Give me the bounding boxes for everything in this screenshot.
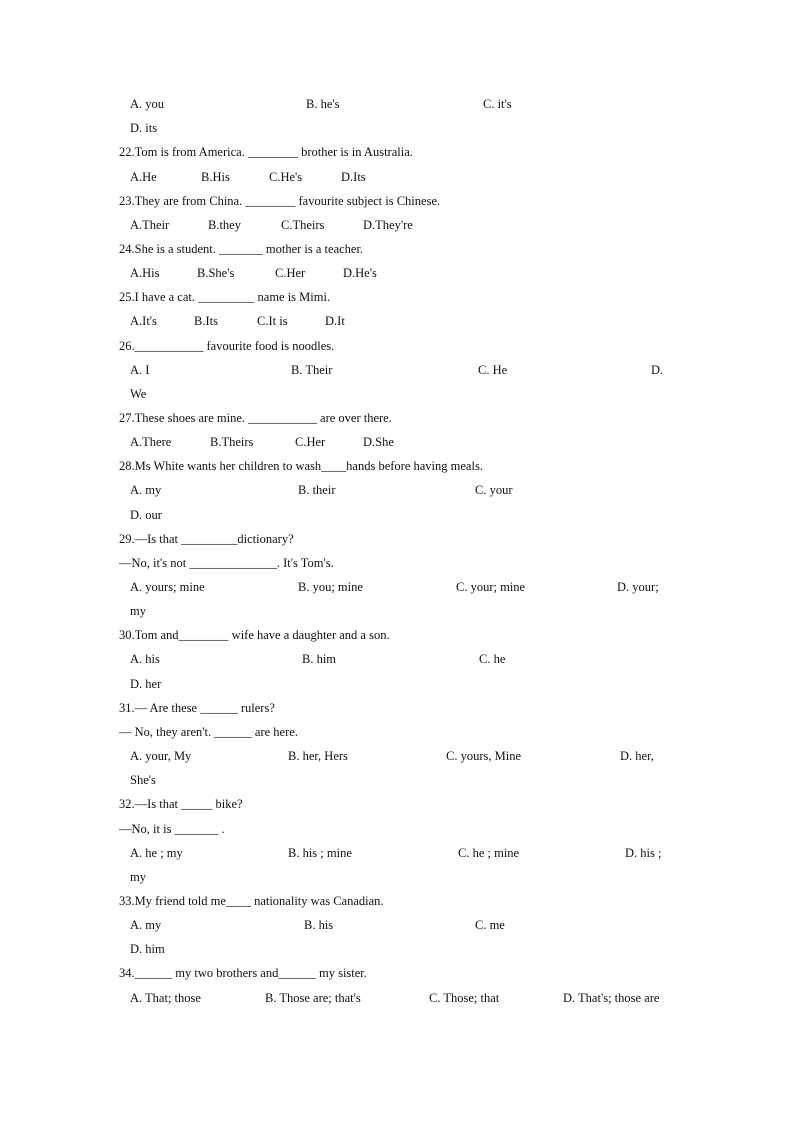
q27-option-a: A.There [130,435,172,449]
question-number: 30. [119,628,135,642]
q25-option-d: D.It [325,314,345,328]
stem-text: dictionary? [237,532,294,546]
q21-option-d: D. its [130,121,158,135]
stem-text: . [218,822,225,836]
q27-stem [119,410,392,426]
question-number: 28. [119,459,135,473]
q34-option-d: D. That's; those are [563,991,660,1005]
q33-option-d: D. him [130,942,165,956]
stem-text: my sister. [315,966,367,980]
q33-option-c: C. me [475,918,505,932]
q29-option-c: C. your; mine [456,580,526,594]
q30-stem [119,627,390,643]
q28-option-a: A. my [130,483,162,497]
question-number: 24. [119,242,135,256]
q21-option-b: B. he's [306,97,340,111]
q31-stem [119,700,275,716]
q23-option-d: D.They're [363,218,413,232]
stem-text: My friend told me [134,894,226,908]
stem-text: bike? [212,797,243,811]
stem-text: Ms White wants her children to wash [134,459,322,473]
answer-blank: ______ [200,701,238,715]
q28-option-c: C. your [475,483,513,497]
stem-text: . It's Tom's. [276,556,334,570]
q29-option-d: D. your; [617,580,659,594]
answer-blank: _______ [174,822,219,836]
stem-text: favourite subject is Chinese. [295,194,441,208]
stem-text: favourite food is noodles. [203,339,335,353]
q22-option-a: A.He [130,170,157,184]
answer-blank: ________ [247,145,298,159]
q26-option-b: B. Their [291,363,333,377]
q23-option-c: C.Theirs [281,218,325,232]
q27-option-c: C.Her [295,435,326,449]
q24-option-d: D.He's [343,266,377,280]
q22-stem [119,144,413,160]
question-number: 23. [119,194,135,208]
answer-blank: ________ [178,628,229,642]
stem-text: They are from China. [134,194,243,208]
q32-option-a: A. he ; my [130,846,183,860]
question-number: 27. [119,411,135,425]
q32-stem [119,796,243,812]
q30-option-c: C. he [479,652,506,666]
answer-blank: ___________ [134,339,204,353]
q27-option-b: B.Theirs [210,435,254,449]
question-number: 25. [119,290,135,304]
q28-option-d: D. our [130,508,162,522]
question-number: 31. [119,701,135,715]
stem-text: name is Mimi. [254,290,331,304]
stem-text: are over there. [316,411,392,425]
q31-option-a: A. your, My [130,749,192,763]
q32-stem-line2 [119,821,225,837]
answer-blank: ____ [225,894,251,908]
stem-text: These shoes are mine. [134,411,246,425]
q24-option-a: A.His [130,266,160,280]
q26-option-d: D. [651,363,664,377]
q27-option-d: D.She [363,435,394,449]
q32-option-d-wrap: my [130,870,146,884]
q22-option-c: C.He's [269,170,303,184]
q34-option-a: A. That; those [130,991,201,1005]
q29-option-a: A. yours; mine [130,580,205,594]
question-number: 33. [119,894,135,908]
q23-stem [119,193,440,209]
q29-stem-line2 [119,555,334,571]
q26-option-d-text: We [130,387,147,401]
q32-option-c: C. he ; mine [458,846,520,860]
stem-text: She is a student. [134,242,216,256]
answer-blank: _________ [181,532,238,546]
q24-option-b: B.She's [197,266,235,280]
stem-text: rulers? [237,701,275,715]
answer-blank: ___________ [248,411,317,425]
q23-option-a: A.Their [130,218,170,232]
q31-stem-line2 [119,724,298,740]
stem-text: wife have a daughter and a son. [228,628,390,642]
q29-stem [119,531,294,547]
q25-option-c: C.It is [257,314,288,328]
q31-option-d-wrap: She's [130,773,156,787]
answer-blank: ______ [134,966,173,980]
stem-text: brother is in Australia. [297,145,413,159]
q25-option-b: B.Its [194,314,218,328]
answer-blank: ________ [245,194,296,208]
q26-option-c: C. He [478,363,508,377]
q28-stem [119,458,483,474]
answer-blank: _____ [181,797,213,811]
answer-blank: ______________ [189,556,277,570]
stem-text: — No, they aren't. [119,725,212,739]
stem-text: —Is that [134,532,179,546]
q30-option-a: A. his [130,652,160,666]
q30-option-b: B. him [302,652,337,666]
q24-stem [119,241,363,257]
q29-option-b: B. you; mine [298,580,363,594]
q32-option-d: D. his ; [625,846,662,860]
q23-option-b: B.they [208,218,241,232]
q29-option-d-wrap: my [130,604,146,618]
stem-text: —Is that [134,797,179,811]
stem-text: I have a cat. [134,290,196,304]
answer-blank: _________ [198,290,255,304]
q26-option-a: A. I [130,363,150,377]
answer-blank: ______ [214,725,252,739]
q34-option-b: B. Those are; that's [265,991,361,1005]
question-number: 26. [119,339,135,353]
q22-option-d: D.Its [341,170,366,184]
q33-option-a: A. my [130,918,162,932]
stem-text: hands before having meals. [346,459,483,473]
q30-option-d: D. her [130,677,162,691]
q25-stem [119,289,330,305]
stem-text: are here. [251,725,298,739]
question-number: 22. [119,145,135,159]
q26-stem [119,338,334,354]
question-number: 32. [119,797,135,811]
answer-blank: ____ [321,459,347,473]
stem-text: my two brothers and [172,966,279,980]
answer-blank: _______ [219,242,263,256]
q34-option-c: C. Those; that [429,991,500,1005]
stem-text: Tom is from America. [134,145,245,159]
stem-text: Tom and [134,628,179,642]
stem-text: —No, it is [119,822,172,836]
q33-option-b: B. his [304,918,334,932]
stem-text: mother is a teacher. [262,242,364,256]
q33-stem [119,893,384,909]
q28-option-b: B. their [298,483,336,497]
q31-option-c: C. yours, Mine [446,749,521,763]
q21-option-c: C. it's [483,97,512,111]
q31-option-b: B. her, Hers [288,749,348,763]
q25-option-a: A.It's [130,314,157,328]
q32-option-b: B. his ; mine [288,846,352,860]
answer-blank: ______ [278,966,316,980]
question-number: 29. [119,532,135,546]
stem-text: —No, it's not [119,556,187,570]
stem-text: — Are these [134,701,198,715]
q24-option-c: C.Her [275,266,306,280]
q31-option-d: D. her, [620,749,654,763]
question-number: 34. [119,966,135,980]
q34-stem [119,965,367,981]
q21-option-a: A. you [130,97,165,111]
stem-text: nationality was Canadian. [250,894,384,908]
q22-option-b: B.His [201,170,230,184]
